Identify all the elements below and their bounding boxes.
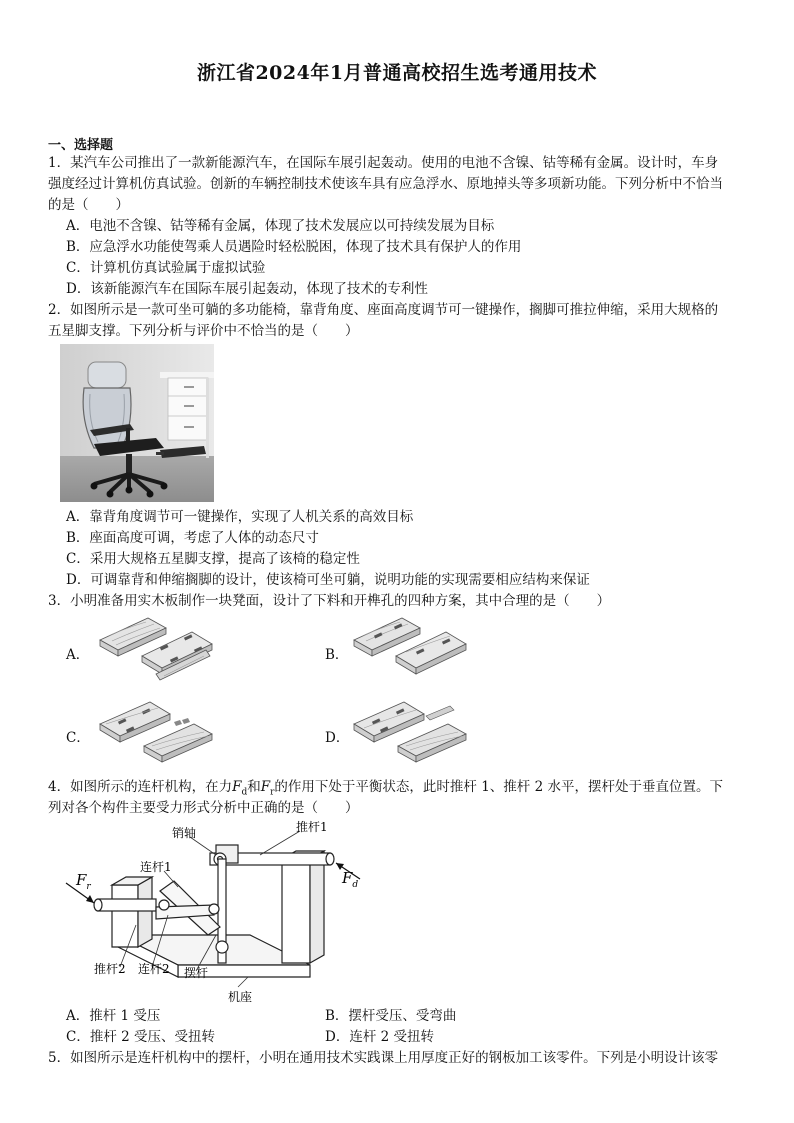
q1-option-a: A．电池不含镍、钴等稀有金属，体现了技术发展应以可持续发展为目标	[66, 218, 495, 234]
q2-stem-line2: 五星脚支撑。下列分析与评价中不恰当的是（ ）	[48, 323, 359, 339]
q1-stem-line3: 的是（ ）	[48, 197, 129, 213]
section-heading: 一、选择题	[48, 138, 114, 153]
q2-stem-line1: 2．如图所示是一款可坐可躺的多功能椅，靠背角度、座面高度调节可一键操作，搁脚可推拉伸缩，采用大规格的	[48, 302, 719, 318]
q4-option-c: C．推杆 2 受压、受扭转	[66, 1029, 216, 1045]
force-fd-symbol: F	[232, 779, 242, 795]
force-fd-label: $F_d$	[342, 869, 359, 890]
force-fr-subscript: r	[270, 787, 275, 798]
q3-label-c: C．	[66, 730, 90, 746]
label-pin: 销轴	[172, 826, 197, 840]
label-push-rod-2: 推杆2	[94, 962, 126, 976]
q4-option-b: B．摆杆受压、受弯曲	[325, 1008, 457, 1024]
q4-stem-text-a: 4．如图所示的连杆机构，在力	[48, 779, 233, 795]
page-title: 浙江省2024年1月普通高校招生选考通用技术	[196, 62, 598, 84]
q4-option-a: A．推杆 1 受压	[66, 1008, 161, 1024]
force-fr-label: $F_r$	[76, 871, 91, 892]
q1-stem-line2: 强度经过计算机仿真试验。创新的车辆控制技术使该车具有应急浮水、原地掉头等多项新功能。下列分析中不恰当	[48, 176, 723, 192]
board-option-b-figure	[350, 612, 470, 692]
label-base: 机座	[228, 990, 253, 1004]
q4-stem-text-c: 的作用下处于平衡状态，此时推杆 1、推杆 2 水平，摆杆处于垂直位置。下	[274, 779, 723, 795]
q2-option-d: D．可调靠背和伸缩搁脚的设计，使该椅可坐可躺，说明功能的实现需要相应结构来保证	[66, 572, 590, 588]
q1-option-c: C．计算机仿真试验属于虚拟试验	[66, 260, 266, 276]
label-link-1: 连杆1	[140, 860, 172, 874]
q1-option-d: D．该新能源汽车在国际车展引起轰动，体现了技术的专利性	[66, 281, 428, 297]
board-option-d-figure	[350, 694, 470, 774]
q3-label-d: D．	[325, 730, 350, 746]
force-fr-symbol: F	[260, 779, 271, 795]
label-swing-rod: 摆杆	[184, 966, 209, 980]
q3-label-a: A．	[66, 647, 90, 663]
q2-option-b: B．座面高度可调，考虑了人体的动态尺寸	[66, 530, 319, 546]
q4-option-d: D．连杆 2 受扭转	[325, 1029, 434, 1045]
board-option-c-figure	[96, 694, 216, 774]
q4-stem-line2: 列对各个构件主要受力形式分析中正确的是（ ）	[48, 800, 359, 816]
board-option-a-figure	[96, 612, 216, 692]
q2-option-a: A．靠背角度调节可一键操作，实现了人机关系的高效目标	[66, 509, 414, 525]
label-link-2: 连杆2	[138, 962, 170, 976]
force-fd-subscript: d	[241, 787, 248, 798]
q3-stem-line1: 3．小明准备用实木板制作一块凳面，设计了下料和开榫孔的四种方案，其中合理的是（ ）	[48, 593, 611, 609]
q2-option-c: C．采用大规格五星脚支撑，提高了该椅的稳定性	[66, 551, 360, 567]
q1-option-b: B．应急浮水功能使驾乘人员遇险时轻松脱困，体现了技术具有保护人的作用	[66, 239, 522, 255]
linkage-mechanism-diagram	[60, 815, 370, 1005]
q1-stem-line1: 1．某汽车公司推出了一款新能源汽车，在国际车展引起轰动。使用的电池不含镍、钴等稀有金属。设计时，车身	[48, 155, 719, 171]
q4-stem-text-b: 和	[247, 779, 261, 795]
office-chair-photo	[60, 344, 214, 502]
q5-stem-line1: 5．如图所示是连杆机构中的摆杆，小明在通用技术实践课上用厚度正好的钢板加工该零件。下列是小明设计该零	[48, 1050, 719, 1066]
label-push-rod-1: 推杆1	[296, 820, 328, 834]
q3-label-b: B．	[325, 647, 349, 663]
